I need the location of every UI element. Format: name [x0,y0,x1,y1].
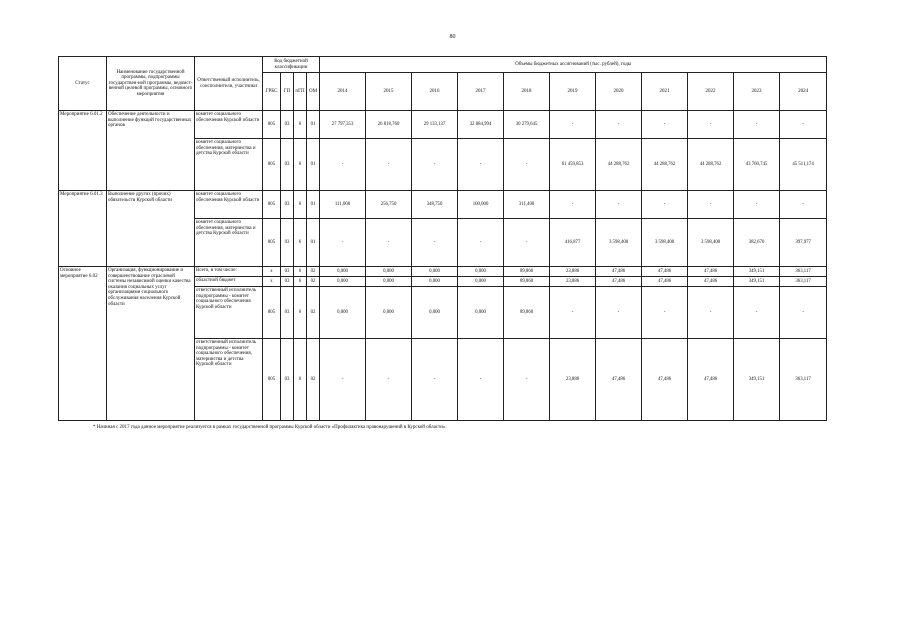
value-cell: 100,000 [458,191,504,219]
value-cell: 30 279,645 [504,111,550,139]
value-cell: - [596,111,642,139]
code-cell: 6 [294,287,307,339]
value-cell: 0,000 [320,267,366,277]
value-cell: 0,000 [320,277,366,287]
code-cell: 6 [294,139,307,191]
code-cell: 6 [294,191,307,219]
value-cell: 47,486 [688,277,734,287]
value-cell: 349,151 [734,277,780,287]
value-cell: - [550,287,596,339]
header-year-2023: 2023 [734,73,780,111]
value-cell: 47,486 [688,267,734,277]
value-cell: 311,400 [504,191,550,219]
header-year-2020: 2020 [596,73,642,111]
value-cell: - [688,111,734,139]
responsible-cell: комитет социального обеспечения, материнства и детства Курской области [195,219,263,267]
value-cell: 45 511,174 [780,139,827,191]
value-cell: - [366,339,412,421]
header-code-1: ГП [281,73,294,111]
value-cell: 47,486 [596,267,642,277]
value-cell: - [642,191,688,219]
code-cell: 03 [281,219,294,267]
value-cell: - [458,339,504,421]
value-cell: 26 818,760 [366,111,412,139]
header-year-2015: 2015 [366,73,412,111]
value-cell: 0,000 [458,267,504,277]
value-cell: - [458,219,504,267]
value-cell: 44 288,762 [642,139,688,191]
value-cell: 89,860 [504,267,550,277]
code-cell: x [263,277,281,287]
value-cell: - [320,339,366,421]
code-cell: 03 [281,191,294,219]
value-cell: - [596,287,642,339]
code-cell: 03 [281,287,294,339]
value-cell: - [550,191,596,219]
header-year-2022: 2022 [688,73,734,111]
value-cell: - [780,287,827,339]
responsible-cell: ответственный исполнитель подпрограммы - комитет социального обеспечения Курской области [195,287,263,339]
code-cell: 01 [307,139,320,191]
code-cell: 01 [307,111,320,139]
value-cell: - [550,111,596,139]
header-code-2: пГП [294,73,307,111]
header-responsible: Ответственный исполнитель, соисполнители, участники [195,57,263,111]
code-cell: 02 [307,339,320,421]
code-cell: 805 [263,139,281,191]
responsible-cell: комитет социального обеспечения Курской области [195,111,263,139]
value-cell: 416,877 [550,219,596,267]
value-cell: 111,000 [320,191,366,219]
header-year-2021: 2021 [642,73,688,111]
value-cell: 89,860 [504,287,550,339]
value-cell: 89,860 [504,277,550,287]
value-cell: - [688,191,734,219]
code-cell: 03 [281,339,294,421]
value-cell: 47,486 [642,339,688,421]
code-cell: 02 [307,277,320,287]
code-cell: 6 [294,219,307,267]
code-cell: 03 [281,277,294,287]
code-cell: 805 [263,287,281,339]
code-cell: 805 [263,219,281,267]
header-year-2014: 2014 [320,73,366,111]
value-cell: 0,000 [458,277,504,287]
header-code-0: ГРБС [263,73,281,111]
code-cell: 01 [307,191,320,219]
value-cell: 349,151 [734,339,780,421]
status-cell: Мероприятие 6.01.2 [59,111,107,191]
value-cell: - [412,139,458,191]
value-cell: 0,000 [412,287,458,339]
budget-table [58,56,827,421]
table-row [59,191,827,219]
value-cell: - [504,139,550,191]
value-cell: 23,886 [550,339,596,421]
value-cell: 23,886 [550,277,596,287]
status-cell: Мероприятие 6.01.3 [59,191,107,267]
value-cell: - [780,191,827,219]
name-cell: Организация, функционирование и совершенствование отраслевой системы независимой оценки качества оказания социальных услуг организациями социального обслуживания населения Курской области [107,267,195,421]
header-year-2019: 2019 [550,73,596,111]
header-code-3: ОМ [307,73,320,111]
value-cell: 61 459,853 [550,139,596,191]
value-cell: 44 288,762 [596,139,642,191]
responsible-cell: ответственный исполнитель подпрограммы - комитет социального обеспечения, материнства и детства Курской области [195,339,263,421]
value-cell: 47,486 [642,267,688,277]
code-cell: 6 [294,267,307,277]
value-cell: 0,000 [320,287,366,339]
code-cell: 805 [263,111,281,139]
value-cell: 382,670 [734,219,780,267]
code-cell: 02 [307,267,320,277]
responsible-cell: Всего, в том числе: [195,267,263,277]
value-cell: 44 288,762 [688,139,734,191]
value-cell: - [458,139,504,191]
value-cell: 3 598,400 [642,219,688,267]
code-cell: 01 [307,219,320,267]
value-cell: 32 084,994 [458,111,504,139]
value-cell: 397,977 [780,219,827,267]
code-cell: 03 [281,267,294,277]
header-status: Статус [59,57,107,111]
footnote: * Начиная с 2017 года данное мероприятие реализуется в рамках государственной программы Курской области «Профилактика правонарушений в Курской области». [93,425,447,430]
value-cell: 348,750 [412,191,458,219]
value-cell: - [320,219,366,267]
value-cell: 29 133,137 [412,111,458,139]
value-cell: - [734,111,780,139]
code-cell: 6 [294,111,307,139]
value-cell: 3 598,400 [688,219,734,267]
responsible-cell: комитет социального обеспечения Курской области [195,191,263,219]
value-cell: 47,486 [642,277,688,287]
value-cell: 0,000 [366,277,412,287]
table-row [59,111,827,139]
header-year-2018: 2018 [504,73,550,111]
value-cell: 47,486 [688,339,734,421]
value-cell: - [320,139,366,191]
page-number: 80 [449,34,456,40]
header-year-2024: 2024 [780,73,827,111]
value-cell: - [642,111,688,139]
value-cell: 0,000 [366,287,412,339]
name-cell: Выполнение других (прочих) обязательств Курской области [107,191,195,267]
value-cell: - [412,219,458,267]
value-cell: 0,000 [412,277,458,287]
header-year-2016: 2016 [412,73,458,111]
value-cell: 0,000 [366,267,412,277]
value-cell: 0,000 [412,267,458,277]
value-cell: - [734,191,780,219]
value-cell: - [780,111,827,139]
code-cell: 6 [294,339,307,421]
table-row [59,267,827,277]
value-cell: - [504,339,550,421]
responsible-cell: областной бюджет [195,277,263,287]
code-cell: 03 [281,111,294,139]
value-cell: - [366,139,412,191]
status-cell: Основное мероприятие 6.02 [59,267,107,421]
value-cell: - [504,219,550,267]
value-cell: 0,000 [458,287,504,339]
value-cell: 23,886 [550,267,596,277]
value-cell: 43 760,745 [734,139,780,191]
header-name: Наименование государственной программы, подпрограммы государствен-ной программы, ведомст-венной целевой программы, основного мероприятия [107,57,195,111]
value-cell: 256,750 [366,191,412,219]
value-cell: 363,117 [780,277,827,287]
value-cell: 47,486 [596,339,642,421]
value-cell: - [642,287,688,339]
value-cell: 363,117 [780,267,827,277]
value-cell: 3 598,400 [596,219,642,267]
value-cell: 363,117 [780,339,827,421]
value-cell: - [412,339,458,421]
value-cell: - [596,191,642,219]
value-cell: 349,151 [734,267,780,277]
header-year-2017: 2017 [458,73,504,111]
value-cell: 47,486 [596,277,642,287]
name-cell: Обеспечение деятельности и выполнение функций государственных органов [107,111,195,191]
header-budget-code: Код бюджетной классификации [263,57,320,73]
header-allocations: Объемы бюджетных ассигнований (тыс. рублей), годы [320,57,827,73]
code-cell: 805 [263,339,281,421]
code-cell: 805 [263,191,281,219]
responsible-cell: комитет социального обеспечения, материнства и детства Курской области [195,139,263,191]
value-cell: - [734,287,780,339]
code-cell: 03 [281,139,294,191]
value-cell: - [688,287,734,339]
code-cell: 6 [294,277,307,287]
value-cell: - [366,219,412,267]
code-cell: x [263,267,281,277]
value-cell: 27 797,353 [320,111,366,139]
code-cell: 02 [307,287,320,339]
